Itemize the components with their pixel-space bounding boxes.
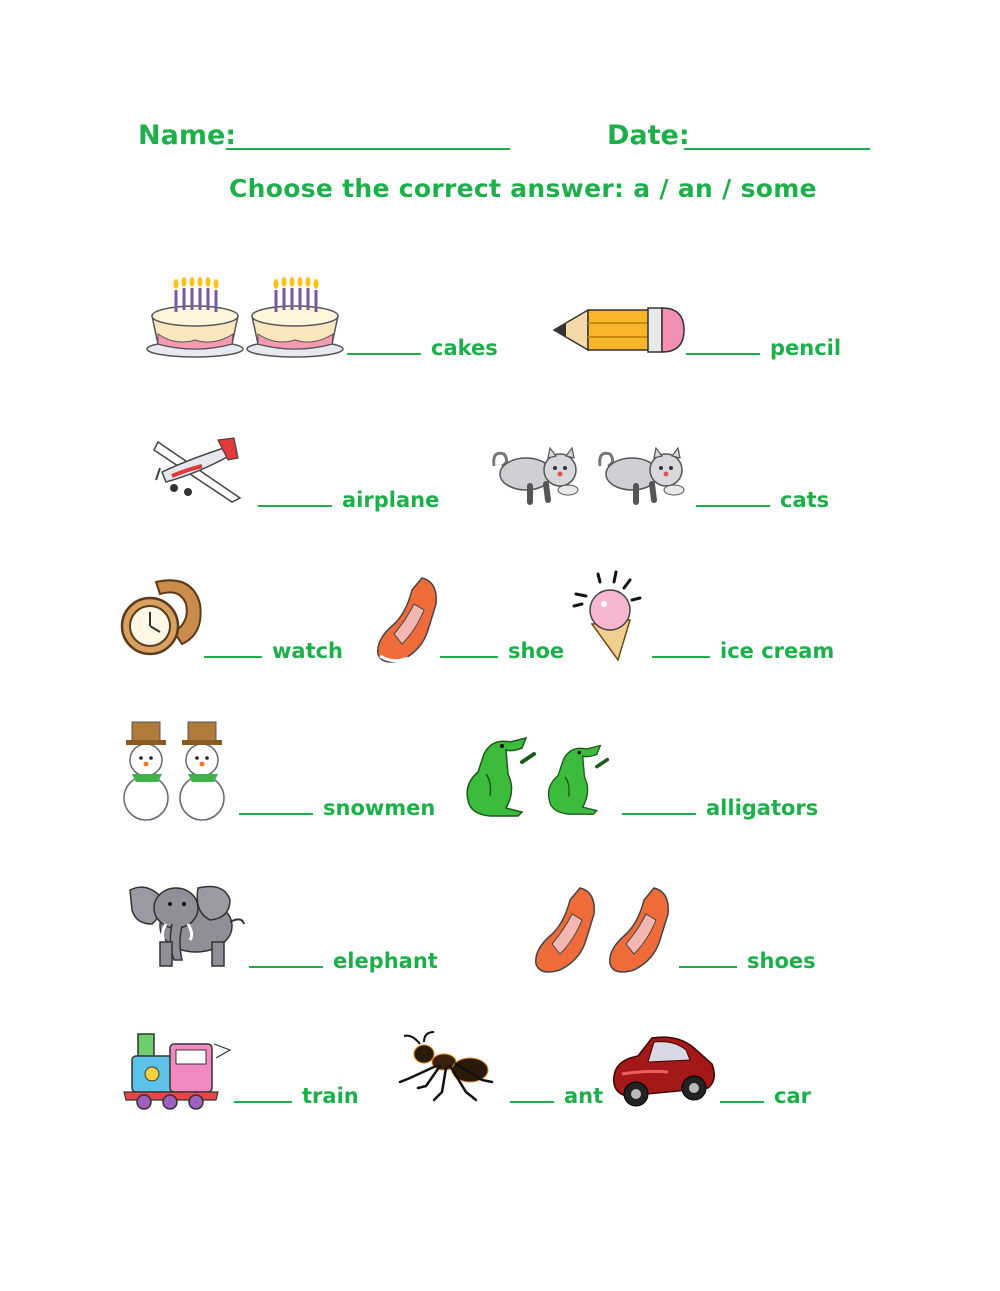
date-field[interactable] [684,148,870,150]
item-car [720,1084,811,1108]
instruction-title: Choose the correct answer: a / an / some [229,174,817,203]
item-shoe [440,639,564,663]
item-word: shoes [747,949,816,973]
item-alligators [622,796,818,820]
item-ice-cream [652,639,834,663]
item-airplane [258,488,439,512]
item-word: shoe [508,639,565,663]
item-word: pencil [770,336,842,360]
answer-blank[interactable] [249,966,323,968]
answer-blank[interactable] [204,656,262,658]
item-train [234,1084,359,1108]
item-elephant [249,949,438,973]
name-label: Name: [138,120,237,151]
item-word: cakes [431,336,498,360]
item-word: cats [780,488,830,512]
answer-blank[interactable] [234,1101,292,1103]
item-word: watch [272,639,344,663]
car-icon [608,1034,720,1110]
alligators-icon [462,734,620,818]
answer-blank[interactable] [510,1101,554,1103]
answer-blank[interactable] [622,813,696,815]
item-watch [204,639,343,663]
item-word: train [302,1084,359,1108]
snowmen-icon [120,716,230,822]
item-snowmen [239,796,435,820]
train-icon [122,1030,234,1110]
ice-cream-icon [568,570,650,666]
item-word: ice cream [720,639,835,663]
item-word: ant [564,1084,604,1108]
elephant-icon [126,880,246,972]
answer-blank[interactable] [440,656,498,658]
item-ant [510,1084,603,1108]
answer-blank[interactable] [679,966,737,968]
item-word: snowmen [323,796,436,820]
answer-blank[interactable] [239,813,313,815]
answer-blank[interactable] [347,353,421,355]
birthday-cakes-icon [146,274,346,364]
item-word: airplane [342,488,440,512]
answer-blank[interactable] [686,353,760,355]
watch-icon [116,574,206,664]
name-field[interactable] [226,148,510,150]
answer-blank[interactable] [720,1101,764,1103]
airplane-icon [152,436,244,504]
pencil-icon [552,304,686,360]
item-word: alligators [706,796,819,820]
shoes-icon [530,884,672,976]
item-pencil [686,336,841,360]
ant-icon [396,1030,496,1106]
cats-icon [490,446,692,512]
item-word: elephant [333,949,438,973]
item-shoes [679,949,816,973]
item-cats [696,488,829,512]
item-cakes [347,336,498,360]
item-word: car [774,1084,811,1108]
date-label: Date: [607,120,690,151]
answer-blank[interactable] [652,656,710,658]
answer-blank[interactable] [696,505,770,507]
answer-blank[interactable] [258,505,332,507]
shoe-icon [372,574,442,666]
